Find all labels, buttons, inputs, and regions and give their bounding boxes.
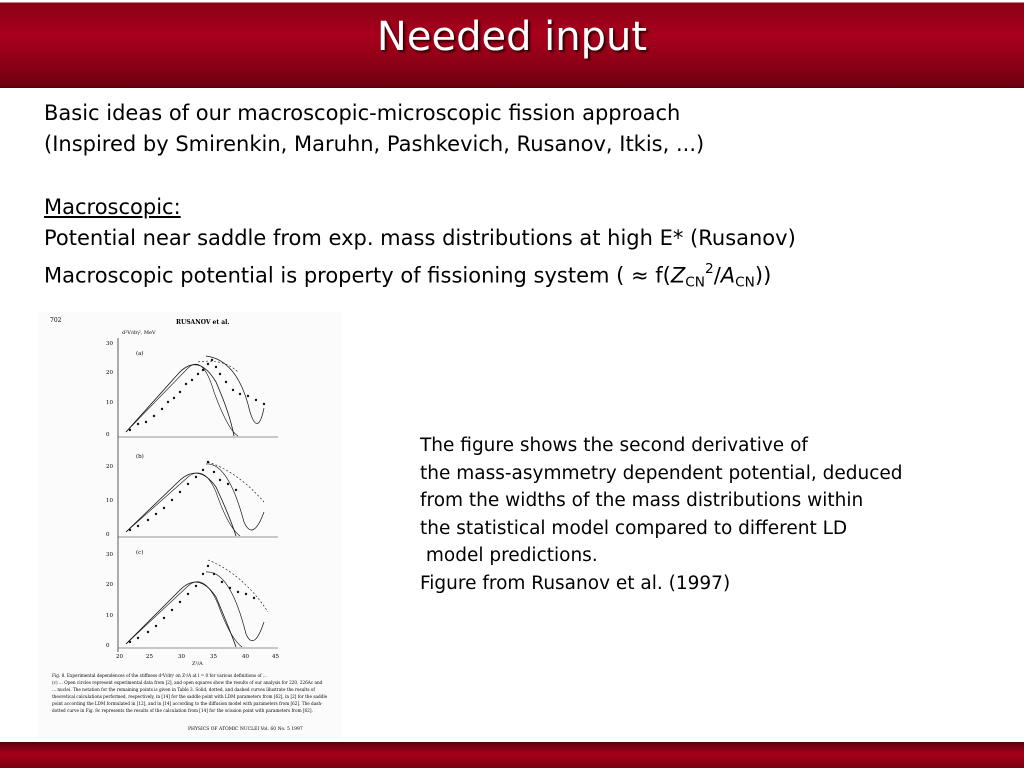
description-line: model predictions. xyxy=(420,545,598,566)
macroscopic-heading: Macroscopic: xyxy=(44,195,181,219)
svg-text:40: 40 xyxy=(242,654,249,660)
svg-text:20: 20 xyxy=(106,370,113,376)
svg-text:20: 20 xyxy=(106,464,113,470)
macroscopic-line-2: Macroscopic potential is property of fissioning system ( ≈ $f(Z_{CN}^2/A_{CN})$) xyxy=(44,261,772,291)
intro-line-2: (Inspired by Smirenkin, Maruhn, Pashkevich, Rusanov, Itkis, ...) xyxy=(44,132,705,156)
description-line: the statistical model compared to different LD xyxy=(420,517,848,539)
macroscopic-line-1: Potential near saddle from exp. mass distributions at high E* (Rusanov) xyxy=(44,226,796,250)
svg-text:10: 10 xyxy=(106,498,113,504)
svg-text:20: 20 xyxy=(106,582,113,588)
description-line: Figure from Rusanov et al. (1997) xyxy=(420,572,731,594)
svg-text:Z²/A: Z²/A xyxy=(192,661,203,667)
description-line: from the widths of the mass distributions within xyxy=(420,490,864,511)
svg-text:0: 0 xyxy=(106,643,110,649)
panel-a xyxy=(106,341,278,438)
figure-caption xyxy=(52,673,328,713)
svg-text:(b): (b) xyxy=(136,454,144,460)
svg-text:... nuclei. The notation for t: ... nuclei. The notation for the remaining points is given in Table 3. Solid, dotted, and dashed curves illustrate the results of xyxy=(52,687,315,692)
figure-page-number: 702 xyxy=(50,317,62,324)
svg-text:(c) ... Open circles represent: (c) ... Open circles represent experimental data from [2], and open squares show the results of our analysis for 220, 226Ac and xyxy=(52,680,323,685)
macroscopic-section xyxy=(44,192,796,299)
svg-text:dotted curve in Fig. 8c repres: dotted curve in Fig. 8c represents the results of the calculation from [14] for the scission point with parameters from [62]. xyxy=(52,708,313,713)
rusanov-figure xyxy=(38,312,342,738)
figure-description xyxy=(420,432,903,597)
svg-text:10: 10 xyxy=(106,400,113,406)
svg-text:30: 30 xyxy=(106,341,113,347)
figure-y-axis-label: d²V/dη², MeV xyxy=(122,330,156,336)
intro-paragraph xyxy=(44,98,704,160)
svg-text:35: 35 xyxy=(210,654,217,660)
panel-b xyxy=(106,453,278,538)
footer-bar xyxy=(0,742,1024,768)
figure-running-head: RUSANOV et al. xyxy=(176,319,230,326)
svg-text:(a): (a) xyxy=(136,351,144,357)
description-line: the mass-asymmetry dependent potential, deduced xyxy=(420,462,903,484)
svg-text:30: 30 xyxy=(178,654,185,660)
description-line: The figure shows the second derivative of xyxy=(420,435,808,456)
panel-c xyxy=(106,549,278,649)
journal-footer: PHYSICS OF ATOMIC NUCLEI Vol. 60 No. 5 1997 xyxy=(188,727,303,732)
x-axis-ticks xyxy=(116,654,279,667)
svg-text:10: 10 xyxy=(106,613,113,619)
slide-title: Needed input xyxy=(376,14,648,60)
intro-line-1: Basic ideas of our macroscopic-microscopic fission approach xyxy=(44,101,681,125)
svg-text:0: 0 xyxy=(106,432,110,438)
svg-text:Fig. 8. Experimental dependenc: Fig. 8. Experimental dependences of the stiffness d²V/dη² on Z²/A at l = 0 for various definitions of ... xyxy=(52,673,267,678)
svg-text:0: 0 xyxy=(106,532,110,538)
svg-text:point according the LDM formul: point according the LDM formulated in [12], and in [14] according to the diffusion model with parameters from [62]. The dash- xyxy=(52,701,323,706)
svg-text:25: 25 xyxy=(146,654,153,660)
title-bar xyxy=(0,0,1024,88)
svg-text:20: 20 xyxy=(116,654,123,660)
svg-text:45: 45 xyxy=(272,654,279,660)
svg-text:30: 30 xyxy=(106,552,113,558)
svg-text:(c): (c) xyxy=(136,550,144,556)
svg-text:theoretical calculations perfo: theoretical calculations performed, respectively, in [14] for the saddle point with LDM parameters from [62], in [2] for the saddle xyxy=(52,694,328,699)
